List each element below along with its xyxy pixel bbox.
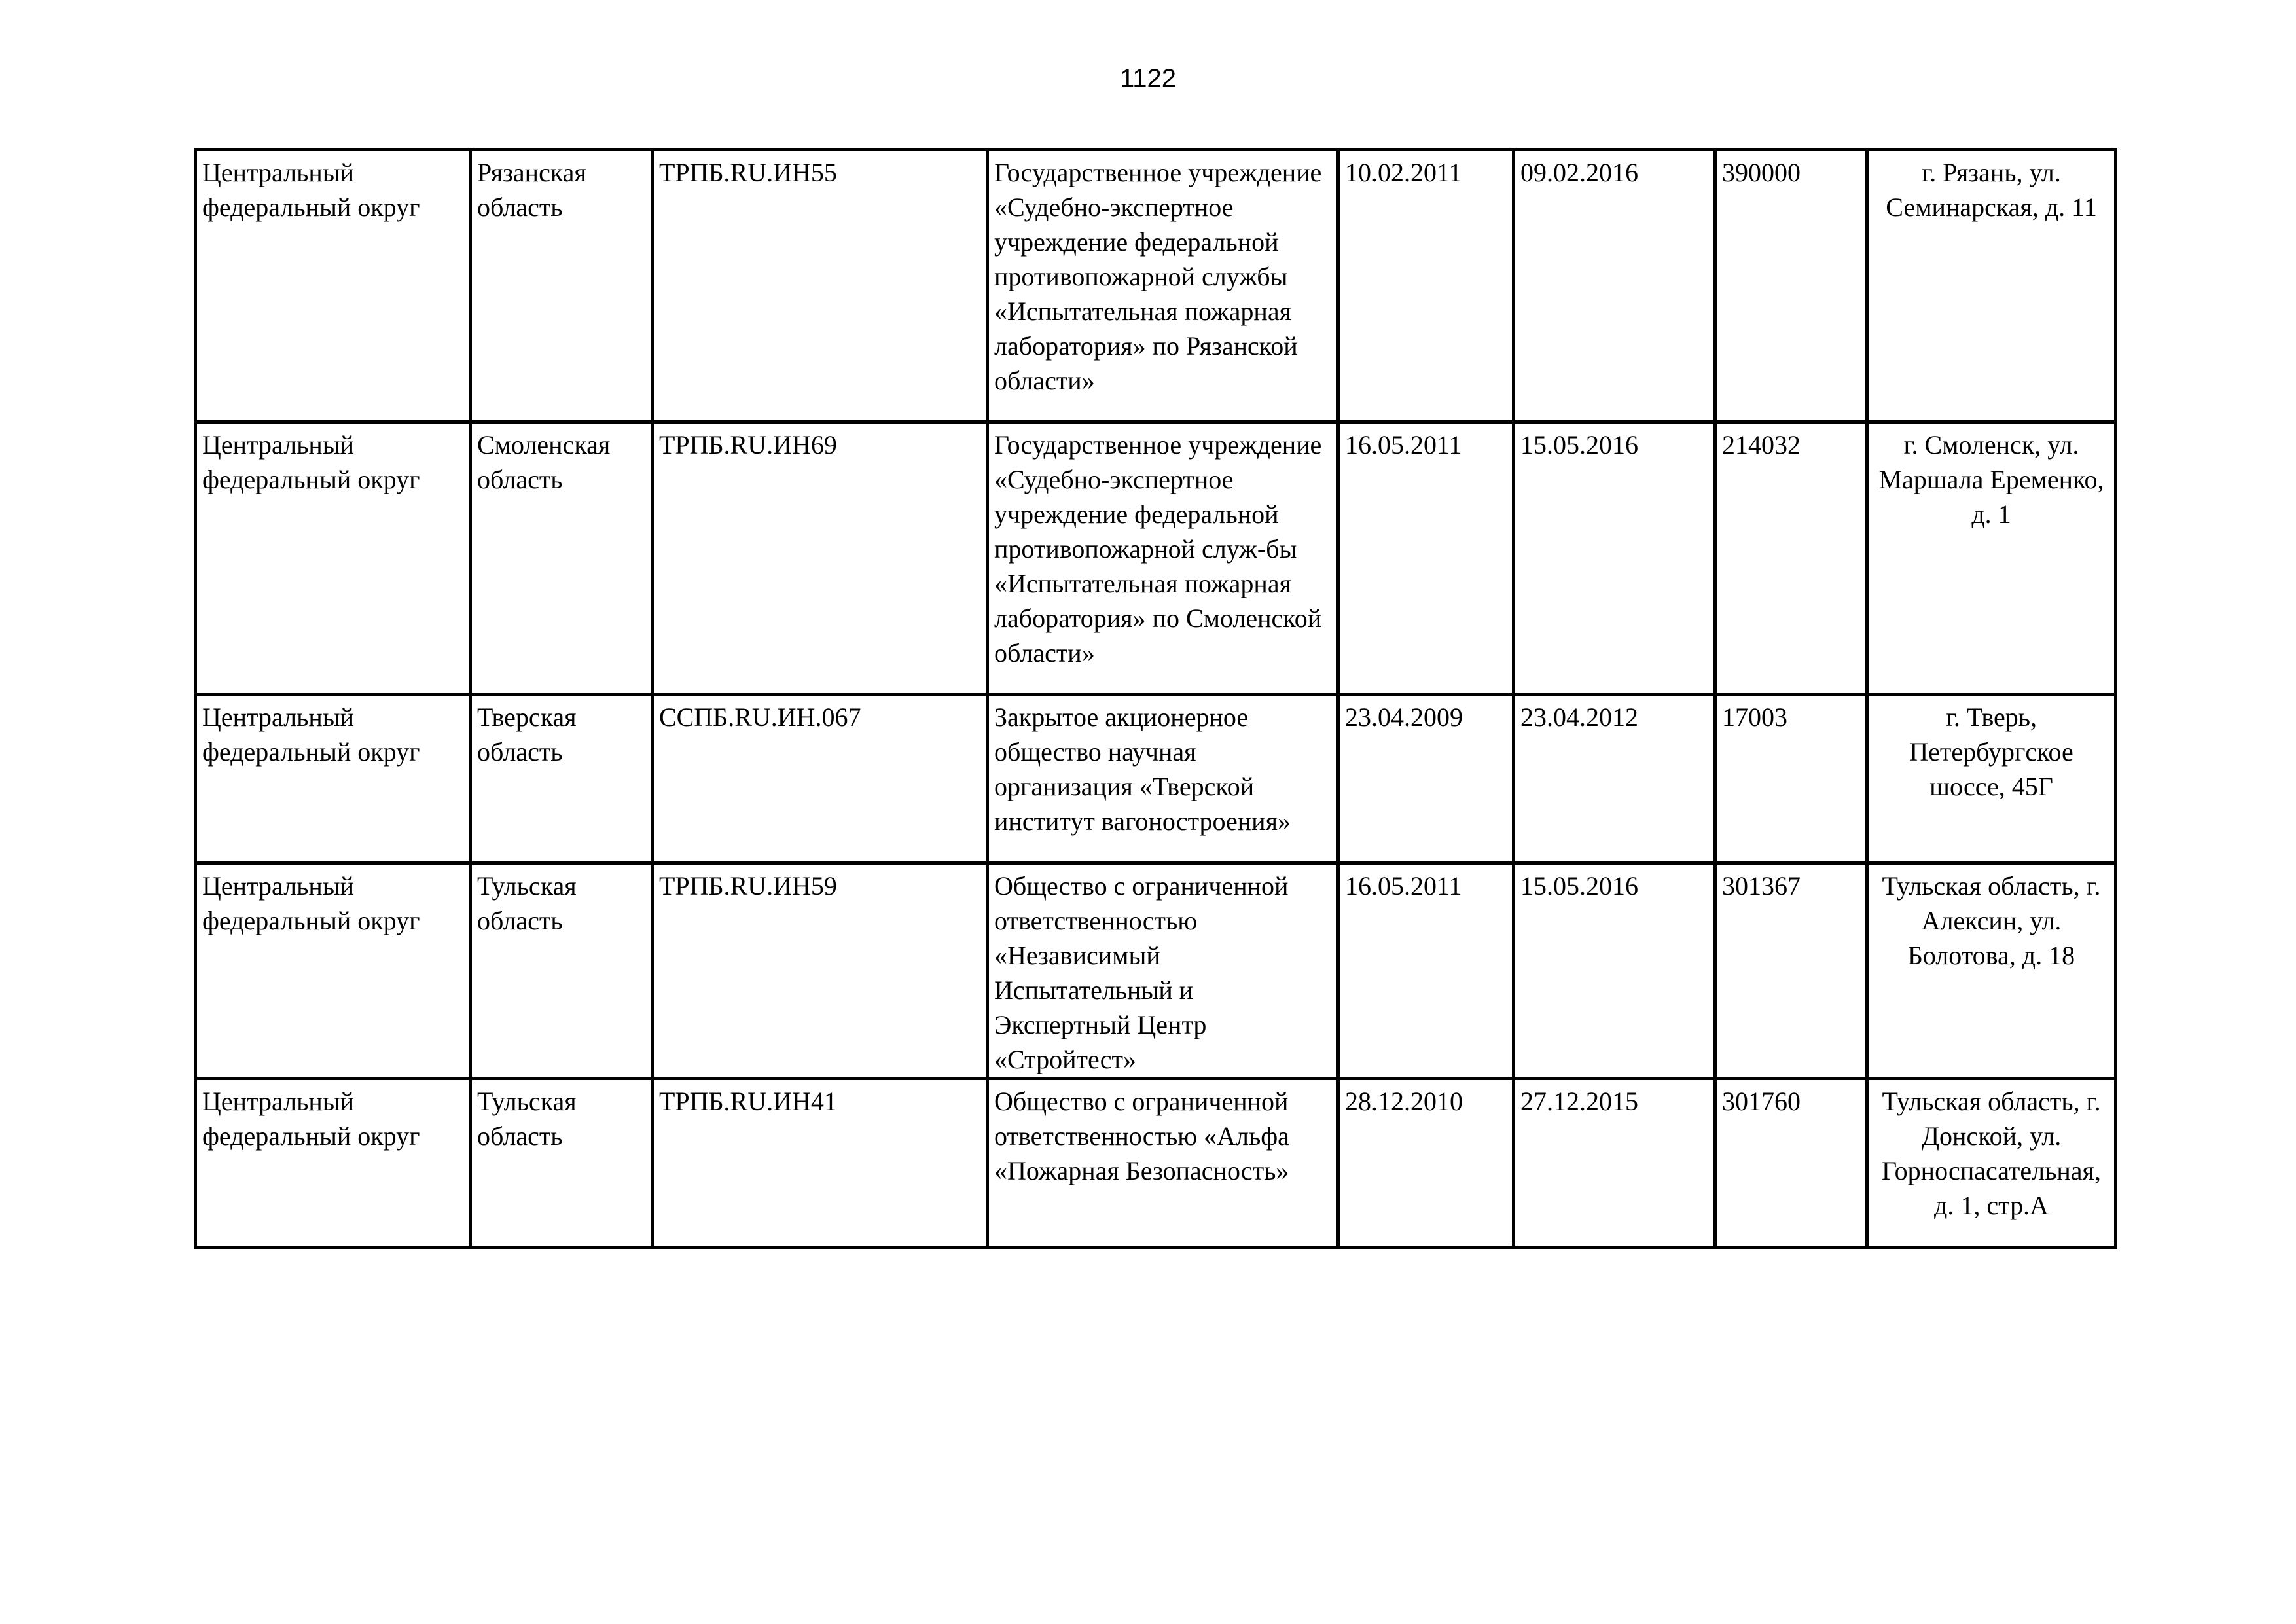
region-cell: Тверская область [471,695,653,863]
address-cell: Тульская область, г. Донской, ул. Горноспасательная, д. 1, стр.А [1867,1079,2116,1248]
table-row [196,695,2116,863]
organization-cell: Государственное учреждение «Судебно-экспертное учреждение федеральной противопожарной службы «Испытательная пожарная лаборатория» по Рязанской области» [988,150,1338,422]
region-cell: Рязанская область [471,150,653,422]
cert-number-cell: ТРПБ.RU.ИН59 [653,863,988,1079]
postal-code-cell: 390000 [1715,150,1867,422]
date-expires-cell: 15.05.2016 [1514,422,1715,695]
date-issued-cell: 28.12.2010 [1338,1079,1514,1248]
cert-number-cell: ТРПБ.RU.ИН55 [653,150,988,422]
cert-number-cell: ССПБ.RU.ИН.067 [653,695,988,863]
table-row [196,863,2116,1079]
address-cell: Тульская область, г. Алексин, ул. Болотова, д. 18 [1867,863,2116,1079]
address-cell: г. Рязань, ул. Семинарская, д. 11 [1867,150,2116,422]
date-expires-cell: 09.02.2016 [1514,150,1715,422]
district-cell: Центральный федеральный округ [196,150,471,422]
postal-code-cell: 17003 [1715,695,1867,863]
date-issued-cell: 16.05.2011 [1338,863,1514,1079]
region-cell: Смоленская область [471,422,653,695]
district-cell: Центральный федеральный округ [196,1079,471,1248]
address-cell: г. Смоленск, ул. Маршала Еременко, д. 1 [1867,422,2116,695]
region-cell: Тульская область [471,1079,653,1248]
table-row [196,150,2116,422]
district-cell: Центральный федеральный округ [196,863,471,1079]
postal-code-cell: 301760 [1715,1079,1867,1248]
district-cell: Центральный федеральный округ [196,422,471,695]
postal-code-cell: 214032 [1715,422,1867,695]
postal-code-cell: 301367 [1715,863,1867,1079]
cert-number-cell: ТРПБ.RU.ИН41 [653,1079,988,1248]
organization-cell: Закрытое акционерное общество научная организация «Тверской институт вагоностроения» [988,695,1338,863]
cert-number-cell: ТРПБ.RU.ИН69 [653,422,988,695]
address-cell: г. Тверь, Петербургское шоссе, 45Г [1867,695,2116,863]
registry-table [194,148,2117,1249]
date-issued-cell: 10.02.2011 [1338,150,1514,422]
district-cell: Центральный федеральный округ [196,695,471,863]
page-number: 1122 [1119,64,1176,93]
organization-cell: Общество с ограниченной ответственностью «Независимый Испытательный и Экспертный Центр «Стройтест» [988,863,1338,1079]
organization-cell: Общество с ограниченной ответственностью «Альфа «Пожарная Безопасность» [988,1079,1338,1248]
organization-cell: Государственное учреждение «Судебно-экспертное учреждение федеральной противопожарной служ-бы «Испытательная пожарная лаборатория» по Смоленской области» [988,422,1338,695]
date-expires-cell: 15.05.2016 [1514,863,1715,1079]
date-expires-cell: 27.12.2015 [1514,1079,1715,1248]
table-row [196,1079,2116,1248]
table-row [196,422,2116,695]
region-cell: Тульская область [471,863,653,1079]
date-issued-cell: 16.05.2011 [1338,422,1514,695]
date-expires-cell: 23.04.2012 [1514,695,1715,863]
date-issued-cell: 23.04.2009 [1338,695,1514,863]
